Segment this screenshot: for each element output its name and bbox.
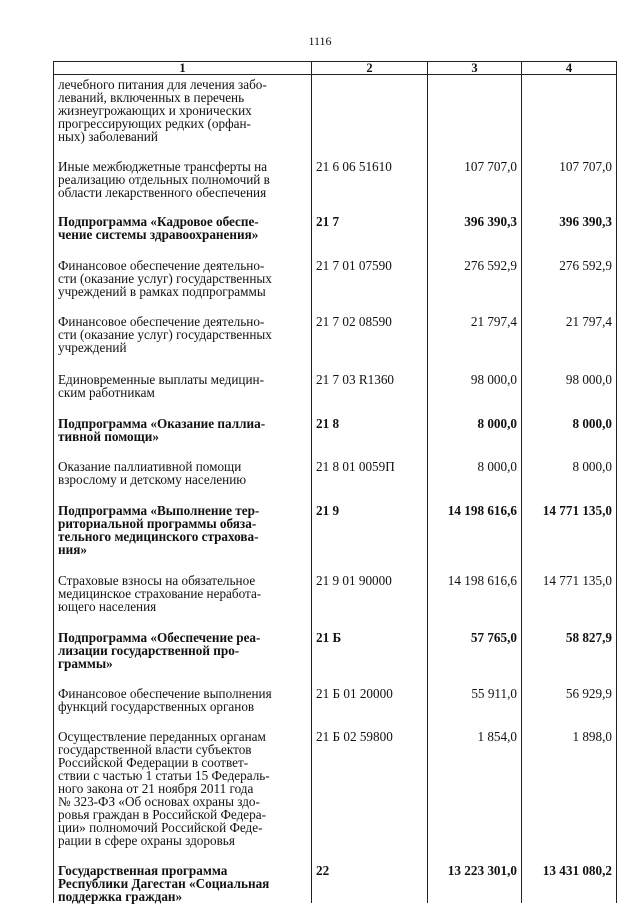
row-value-col4: 58 827,9 [522, 613, 617, 670]
row-value-col4: 276 592,9 [522, 241, 617, 298]
row-name [54, 199, 312, 241]
table-row [54, 486, 617, 556]
row-value-col4: 8 000,0 [522, 399, 617, 443]
row-name [54, 298, 312, 354]
row-code: 21 9 01 90000 [312, 556, 428, 613]
row-value-col4: 21 797,4 [522, 298, 617, 354]
row-name-line: области лекарственного обеспечения [58, 185, 267, 200]
row-name-line: Финансовое обеспечение деятельно- [58, 258, 265, 273]
row-name-line: лечебного питания для лечения забо- [58, 77, 267, 92]
row-name-line: Оказание паллиативной помощи [58, 459, 242, 474]
row-value-col4: 98 000,0 [522, 354, 617, 399]
row-name-line: Осуществление переданных органам [58, 729, 266, 744]
table-row [54, 143, 617, 199]
table-header-row [54, 62, 617, 75]
row-code: 21 8 01 0059П [312, 443, 428, 486]
row-name-line: чение системы здравоохранения» [58, 227, 259, 242]
row-name [54, 613, 312, 670]
row-name [54, 143, 312, 199]
row-name [54, 670, 312, 713]
row-name-line: прогрессирующих редких (орфан- [58, 116, 251, 131]
row-name-line: Иные межбюджетные трансферты на [58, 159, 268, 174]
header-col-4: 4 [522, 62, 617, 75]
row-name [54, 486, 312, 556]
row-code [312, 75, 428, 144]
table-row [54, 298, 617, 354]
header-col-3: 3 [428, 62, 522, 75]
row-name-line: риториальной программы обяза- [58, 516, 257, 531]
row-name-line: ским работникам [58, 385, 155, 400]
budget-table [53, 61, 617, 903]
row-name-line: государственной власти субъектов [58, 742, 252, 757]
row-name-line: Подпрограмма «Кадровое обеспе- [58, 214, 259, 229]
header-col-2: 2 [312, 62, 428, 75]
row-name-line: учреждений [58, 340, 127, 355]
row-code: 21 7 02 08590 [312, 298, 428, 354]
table-row [54, 241, 617, 298]
table-row [54, 713, 617, 847]
row-name-line: ровья граждан в Российской Федера- [58, 807, 266, 822]
row-value-col3: 21 797,4 [428, 298, 522, 354]
row-name [54, 241, 312, 298]
row-code: 22 [312, 847, 428, 903]
table-row [54, 670, 617, 713]
row-name-line: учреждений в рамках подпрограммы [58, 284, 266, 299]
row-value-col3: 8 000,0 [428, 399, 522, 443]
row-value-col3: 57 765,0 [428, 613, 522, 670]
row-name-line: Государственная программа [58, 863, 228, 878]
row-code: 21 6 06 51610 [312, 143, 428, 199]
table-row [54, 199, 617, 241]
table-row [54, 847, 617, 903]
row-name-line: Финансовое обеспечение деятельно- [58, 314, 265, 329]
row-name-line: тивной помощи» [58, 429, 159, 444]
row-name-line: Подпрограмма «Обеспечение реа- [58, 630, 261, 645]
row-value-col3: 13 223 301,0 [428, 847, 522, 903]
row-name-line: Финансовое обеспечение выполнения [58, 686, 272, 701]
row-name-line: сти (оказание услуг) государственных [58, 327, 272, 342]
row-name [54, 354, 312, 399]
row-name-line: Республики Дагестан «Социальная [58, 876, 270, 891]
row-value-col3: 14 198 616,6 [428, 486, 522, 556]
row-code: 21 9 [312, 486, 428, 556]
row-code: 21 8 [312, 399, 428, 443]
row-value-col4 [522, 75, 617, 144]
row-value-col3: 8 000,0 [428, 443, 522, 486]
row-name-line: леваний, включенных в перечень [58, 90, 245, 105]
row-value-col3: 1 854,0 [428, 713, 522, 847]
row-name-line: ния» [58, 542, 87, 557]
row-name-line: № 323-ФЗ «Об основах охраны здо- [58, 794, 260, 809]
row-name-line: лизации государственной про- [58, 643, 240, 658]
row-value-col3 [428, 75, 522, 144]
row-value-col3: 55 911,0 [428, 670, 522, 713]
row-name-line: рации в сфере охраны здоровья [58, 833, 235, 848]
row-value-col3: 107 707,0 [428, 143, 522, 199]
row-code: 21 Б 02 59800 [312, 713, 428, 847]
row-code: 21 7 03 R1360 [312, 354, 428, 399]
row-name-line: граммы» [58, 656, 113, 671]
row-value-col4: 107 707,0 [522, 143, 617, 199]
row-name-line: Страховые взносы на обязательное [58, 573, 256, 588]
row-name [54, 399, 312, 443]
row-value-col4: 8 000,0 [522, 443, 617, 486]
row-name-line: ющего населения [58, 599, 157, 614]
row-value-col4: 13 431 080,2 [522, 847, 617, 903]
row-name [54, 443, 312, 486]
row-name-line: Российской Федерации в соответ- [58, 755, 249, 770]
row-name-line: медицинское страхование неработа- [58, 586, 262, 601]
row-name-line: функций государственных органов [58, 699, 255, 714]
row-value-col3: 276 592,9 [428, 241, 522, 298]
row-name [54, 847, 312, 903]
row-code: 21 Б [312, 613, 428, 670]
row-value-col3: 396 390,3 [428, 199, 522, 241]
header-col-1: 1 [54, 62, 312, 75]
row-name-line: ных) заболеваний [58, 129, 158, 144]
row-value-col4: 56 929,9 [522, 670, 617, 713]
row-name-line: реализацию отдельных полномочий в [58, 172, 270, 187]
row-name-line: поддержка граждан» [58, 889, 183, 904]
table-row [54, 443, 617, 486]
table-row [54, 613, 617, 670]
row-value-col4: 396 390,3 [522, 199, 617, 241]
row-value-col4: 14 771 135,0 [522, 556, 617, 613]
row-code: 21 7 [312, 199, 428, 241]
row-name-line: взрослому и детскому населению [58, 472, 247, 487]
row-name-line: Подпрограмма «Оказание паллиа- [58, 416, 266, 431]
row-name-line: Подпрограмма «Выполнение тер- [58, 503, 260, 518]
row-name-line: тельного медицинского страхова- [58, 529, 259, 544]
table-row [54, 75, 617, 144]
row-name [54, 75, 312, 144]
row-code: 21 7 01 07590 [312, 241, 428, 298]
row-name-line: ного закона от 21 ноября 2011 года [58, 781, 254, 796]
table-row [54, 354, 617, 399]
row-value-col3: 98 000,0 [428, 354, 522, 399]
page-number: 1116 [308, 34, 332, 48]
row-value-col4: 1 898,0 [522, 713, 617, 847]
row-code: 21 Б 01 20000 [312, 670, 428, 713]
row-name-line: сти (оказание услуг) государственных [58, 271, 272, 286]
row-value-col4: 14 771 135,0 [522, 486, 617, 556]
row-name-line: Единовременные выплаты медицин- [58, 372, 264, 387]
row-name [54, 713, 312, 847]
table-row [54, 556, 617, 613]
row-name-line: ствии с частью 1 статьи 15 Федераль- [58, 768, 270, 783]
row-name [54, 556, 312, 613]
table-row [54, 399, 617, 443]
row-name-line: жизнеугрожающих и хронических [58, 103, 252, 118]
row-name-line: ции» полномочий Российской Феде- [58, 820, 263, 835]
row-value-col3: 14 198 616,6 [428, 556, 522, 613]
